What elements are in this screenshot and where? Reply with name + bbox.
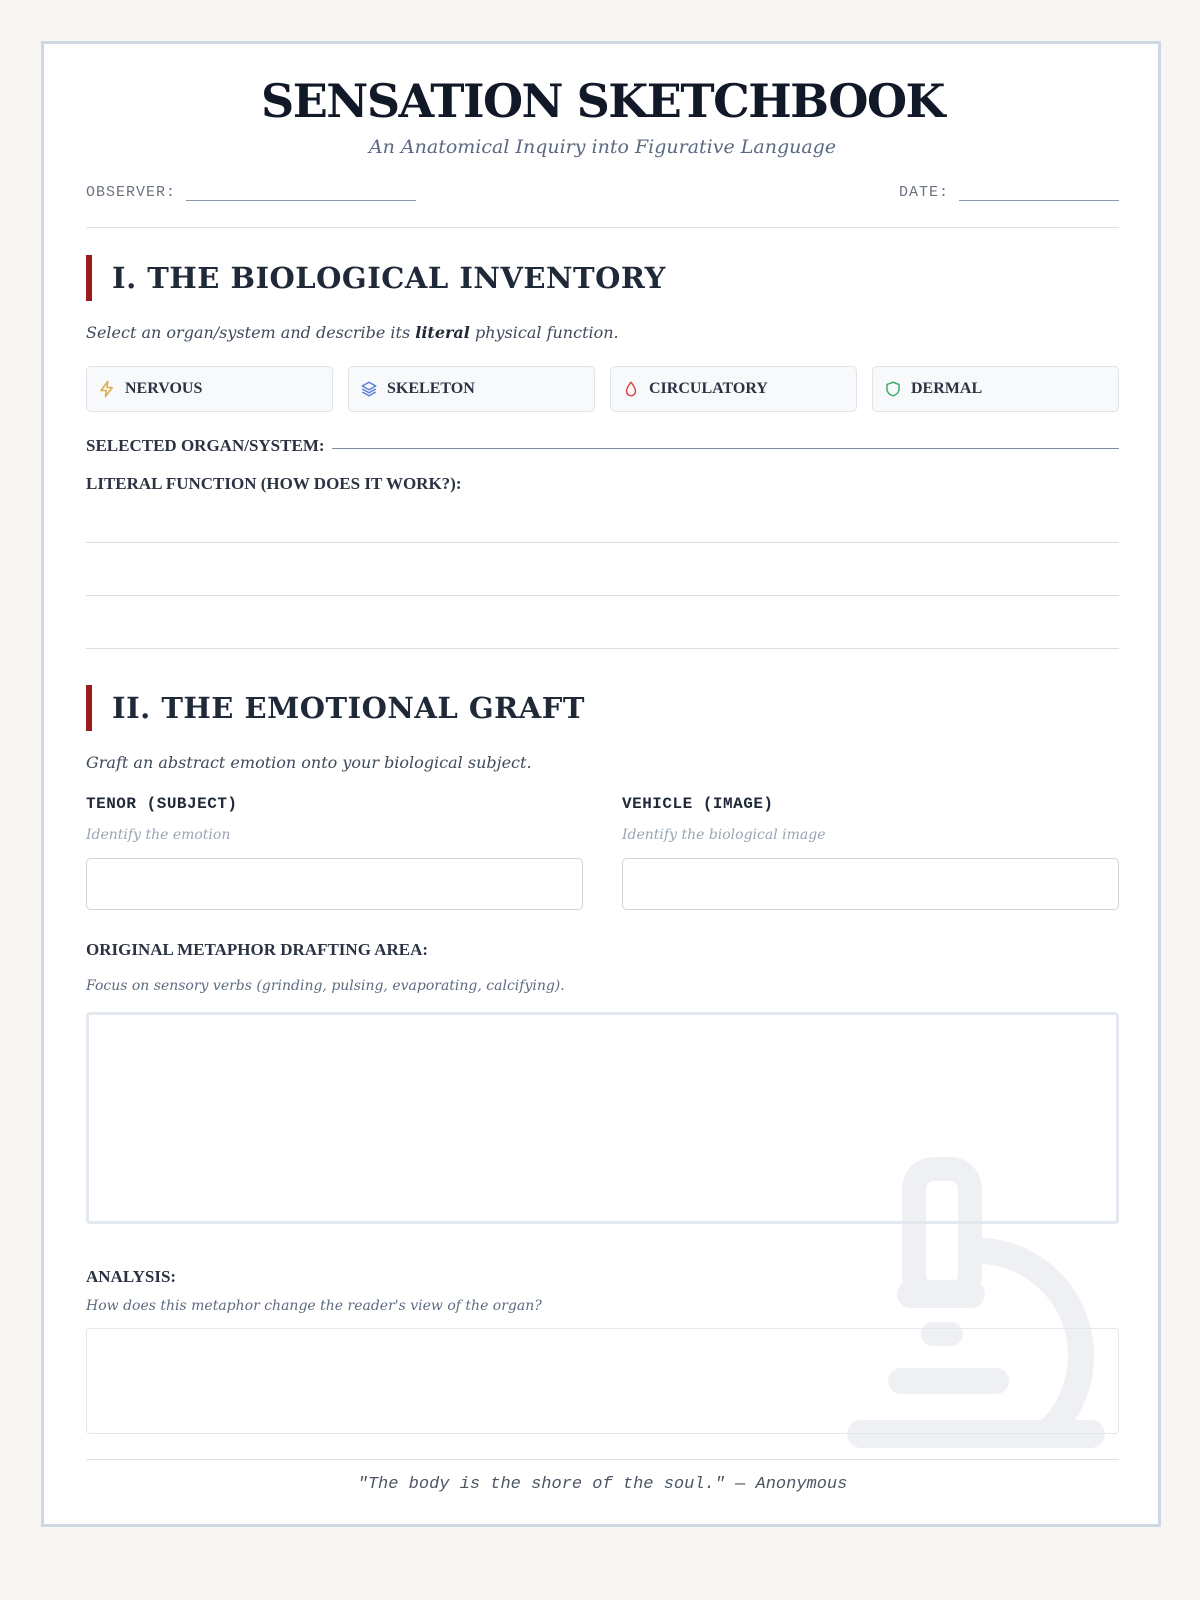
- observer-field: [86, 184, 416, 201]
- system-button-nervous[interactable]: [86, 366, 333, 412]
- page-subtitle: An Anatomical Inquiry into Figurative Language: [368, 136, 837, 158]
- footer-quote: "The body is the shore of the soul." — Anonymous: [357, 1475, 848, 1494]
- lightning-icon: [98, 380, 116, 398]
- system-label: CIRCULATORY: [649, 380, 768, 397]
- vehicle-hint: Identify the biological image: [622, 827, 826, 843]
- section-1-heading: I. THE BIOLOGICAL INVENTORY: [86, 255, 666, 301]
- tenor-input[interactable]: [86, 858, 583, 910]
- header-divider: [86, 227, 1119, 228]
- observer-line[interactable]: [186, 185, 416, 201]
- date-line[interactable]: [959, 185, 1119, 201]
- literal-function-label: LITERAL FUNCTION (HOW DOES IT WORK?):: [86, 474, 462, 493]
- system-label: SKELETON: [387, 380, 475, 397]
- analysis-hint: How does this metaphor change the reader's view of the organ?: [86, 1298, 542, 1314]
- system-button-circulatory[interactable]: [610, 366, 857, 412]
- system-button-dermal[interactable]: [872, 366, 1119, 412]
- tenor-hint: Identify the emotion: [86, 827, 231, 843]
- instruction-emphasis: literal: [415, 323, 470, 342]
- draft-hint: Focus on sensory verbs (grinding, pulsing, evaporating, calcifying).: [86, 978, 565, 994]
- system-label: DERMAL: [911, 380, 983, 397]
- writing-line[interactable]: [86, 542, 1119, 543]
- shield-icon: [884, 380, 902, 398]
- vehicle-label: VEHICLE (IMAGE): [622, 795, 774, 813]
- date-label: DATE:: [898, 184, 949, 201]
- writing-line[interactable]: [86, 648, 1119, 649]
- date-field: [899, 184, 1119, 201]
- draft-label: ORIGINAL METAPHOR DRAFTING AREA:: [86, 940, 429, 959]
- tenor-label: TENOR (SUBJECT): [86, 795, 238, 813]
- system-selector: [86, 366, 1119, 412]
- system-button-skeleton[interactable]: [348, 366, 595, 412]
- section-2-instruction: Graft an abstract emotion onto your biological subject.: [86, 753, 532, 772]
- observer-label: OBSERVER:: [86, 184, 177, 201]
- vehicle-input[interactable]: [622, 858, 1119, 910]
- analysis-textarea[interactable]: [86, 1328, 1119, 1434]
- metaphor-draft-textarea[interactable]: [86, 1012, 1119, 1224]
- selected-organ-line[interactable]: [332, 448, 1119, 449]
- section-1-instruction: [86, 323, 619, 342]
- instruction-text-post: physical function.: [469, 323, 619, 342]
- writing-line[interactable]: [86, 595, 1119, 596]
- selected-organ-label: SELECTED ORGAN/SYSTEM:: [86, 436, 325, 455]
- droplet-icon: [622, 380, 640, 398]
- layers-icon: [360, 380, 378, 398]
- analysis-label: ANALYSIS:: [86, 1267, 177, 1286]
- page-title: SENSATION SKETCHBOOK: [260, 74, 945, 128]
- system-label: NERVOUS: [125, 380, 203, 397]
- instruction-text-pre: Select an organ/system and describe its: [86, 323, 416, 342]
- footer-divider: [86, 1459, 1119, 1460]
- worksheet-page: [41, 41, 1161, 1527]
- section-2-heading: II. THE EMOTIONAL GRAFT: [86, 685, 585, 731]
